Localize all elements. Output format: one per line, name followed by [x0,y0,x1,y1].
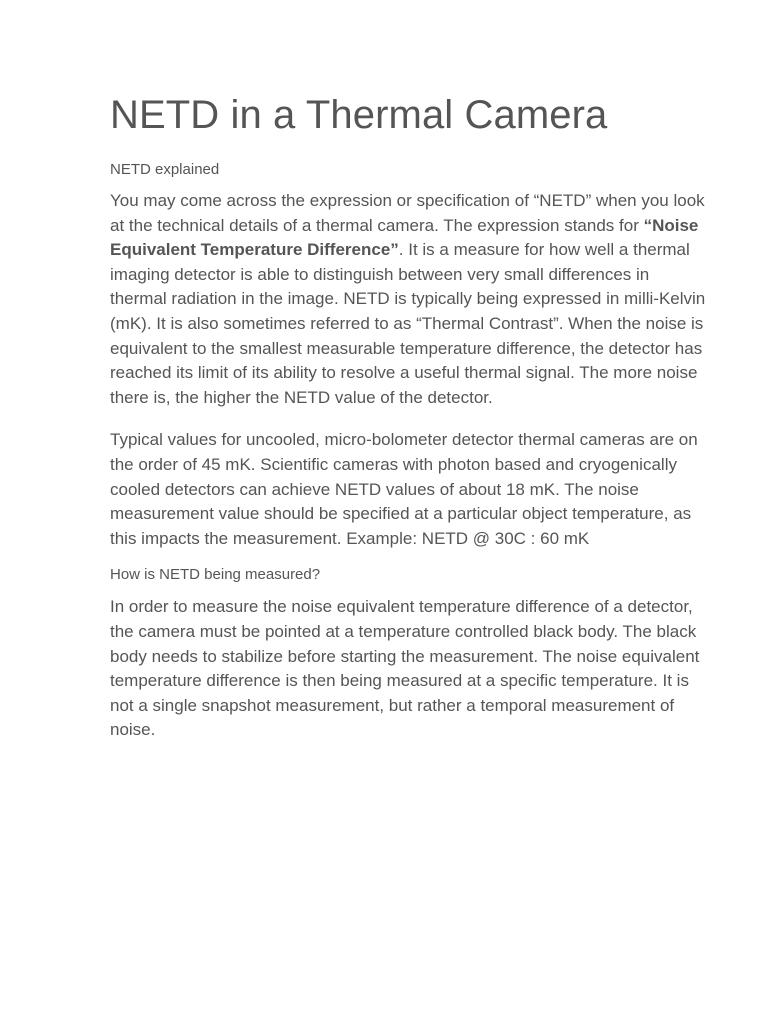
page-title: NETD in a Thermal Camera [110,93,608,137]
paragraph-text: . It is a measure for how well a thermal imaging detector is able to distinguish between very small differences in thermal radiation in the image. NETD is typically being expressed in milli-Kelvin (mK). It is also sometimes referred to as “Thermal Contrast”. When the noise is equivalent to the smallest measurable temperature difference, the detector has reached its limit of its ability to resolve a useful thermal signal. The more noise there is, the higher the NETD value of the detector. [110,240,706,407]
paragraph-measurement: In order to measure the noise equivalent temperature difference of a detector, the camera must be pointed at a temperature controlled black body. The black body needs to stabilize before starting the measurement. The noise equivalent temperature difference is then being measured at a specific temperature. It is not a single snapshot measurement, but rather a temporal measurement of noise. [110,597,700,740]
paragraph-typical-values: Typical values for uncooled, micro-bolometer detector thermal cameras are on the order of 45 mK. Scientific cameras with photon based and cryogenically cooled detectors can achieve NETD values of about 18 mK. The noise measurement value should be specified at a particular object temperature, as this impacts the measurement. Example: NETD @ 30C : 60 mK [110,430,698,548]
bold-term: “Noise Equivalent Temperature Difference” [110,215,699,260]
section-heading-netd-explained: NETD explained [110,161,220,178]
paragraph-text: You may come across the expression or specification of “NETD” when you look at the technical details of a thermal camera. The expression stands for [110,191,705,235]
paragraph-netd-definition [110,189,710,410]
section-heading-measurement: How is NETD being measured? [110,566,321,584]
